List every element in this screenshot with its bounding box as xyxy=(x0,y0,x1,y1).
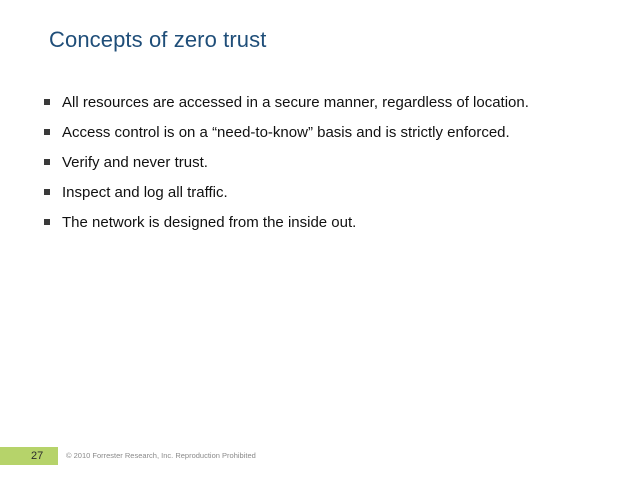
bullet-text: Verify and never trust. xyxy=(62,154,208,171)
bullet-text: The network is designed from the inside out. xyxy=(62,214,357,231)
slide-title: Concepts of zero trust xyxy=(49,27,267,52)
bullet-list xyxy=(44,88,529,238)
bullet-item xyxy=(44,208,529,238)
bullet-item xyxy=(44,88,529,118)
bullet-text: All resources are accessed in a secure manner, regardless of location. xyxy=(62,94,529,111)
copyright-notice: © 2010 Forrester Research, Inc. Reproduction Prohibited xyxy=(66,451,256,460)
footer-accent-bar xyxy=(0,447,58,465)
square-bullet-icon xyxy=(44,99,50,105)
square-bullet-icon xyxy=(44,129,50,135)
bullet-text: Inspect and log all traffic. xyxy=(62,184,228,201)
square-bullet-icon xyxy=(44,219,50,225)
bullet-item xyxy=(44,148,529,178)
page-number: 27 xyxy=(31,450,44,462)
bullet-text: Access control is on a “need-to-know” basis and is strictly enforced. xyxy=(62,124,510,141)
square-bullet-icon xyxy=(44,159,50,165)
square-bullet-icon xyxy=(44,189,50,195)
bullet-item xyxy=(44,178,529,208)
bullet-item xyxy=(44,118,529,148)
